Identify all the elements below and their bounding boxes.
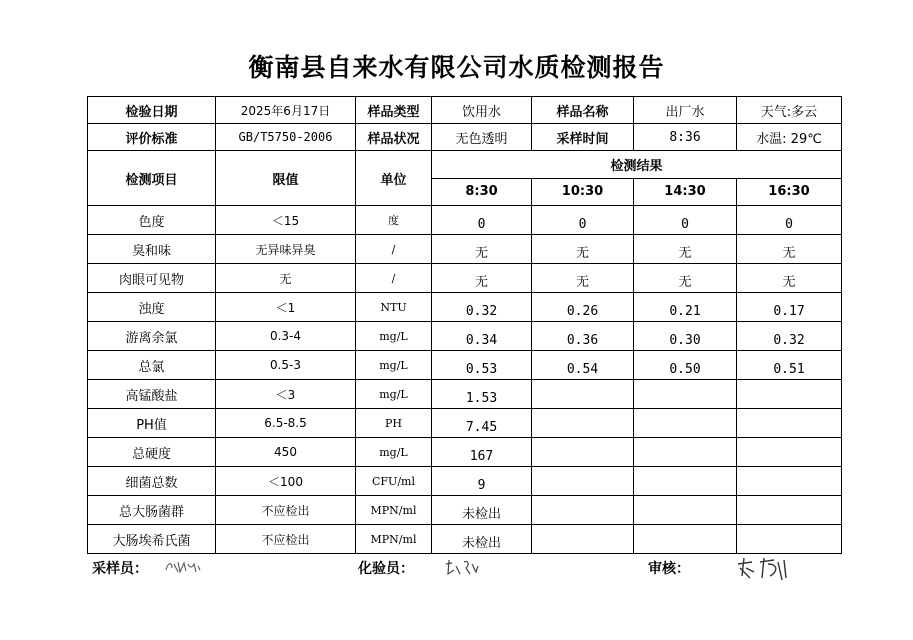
row-result <box>737 438 842 467</box>
row-result <box>634 438 737 467</box>
row-result <box>634 525 737 554</box>
sampler-label: 采样员： <box>92 561 148 577</box>
meta-row-2 <box>88 124 842 151</box>
signature-line <box>0 554 913 584</box>
row-limit: 无 <box>216 264 356 293</box>
row-result <box>634 409 737 438</box>
row-unit: mg/L <box>356 438 432 467</box>
row-result <box>532 525 634 554</box>
row-limit: 不应检出 <box>216 525 356 554</box>
sample-type-value: 饮用水 <box>432 97 532 124</box>
header-time: 8:30 <box>432 178 532 206</box>
row-item: 游离余氯 <box>88 322 216 351</box>
date-label: 检验日期 <box>88 97 216 124</box>
date-value: 2025年6月17日 <box>216 97 356 124</box>
row-item: 浊度 <box>88 293 216 322</box>
row-result: 无 <box>432 235 532 264</box>
standard-label: 评价标准 <box>88 124 216 151</box>
row-result: 167 <box>432 438 532 467</box>
row-item: PH值 <box>88 409 216 438</box>
row-item: 色度 <box>88 206 216 235</box>
report-table <box>87 96 842 554</box>
header-time: 14:30 <box>634 178 737 206</box>
row-result <box>737 496 842 525</box>
row-result: 0.54 <box>532 351 634 380</box>
row-item: 细菌总数 <box>88 467 216 496</box>
row-result: 无 <box>532 235 634 264</box>
table-row <box>88 438 842 467</box>
tester-label: 化验员： <box>358 561 414 577</box>
row-result: 0 <box>432 206 532 235</box>
row-result: 无 <box>737 235 842 264</box>
row-result <box>737 525 842 554</box>
row-result: 无 <box>737 264 842 293</box>
row-result: 0 <box>634 206 737 235</box>
tester-signature <box>440 554 484 582</box>
table-row <box>88 409 842 438</box>
row-result: 1.53 <box>432 380 532 409</box>
row-result: 7.45 <box>432 409 532 438</box>
sampler-signature <box>160 554 204 580</box>
row-unit: mg/L <box>356 322 432 351</box>
row-limit: 0.5-3 <box>216 351 356 380</box>
row-unit: 度 <box>356 206 432 235</box>
row-unit: PH <box>356 409 432 438</box>
row-limit: ＜3 <box>216 380 356 409</box>
row-limit: ＜1 <box>216 293 356 322</box>
meta-row-1 <box>88 97 842 124</box>
sample-name-value: 出厂水 <box>634 97 737 124</box>
row-result: 0.53 <box>432 351 532 380</box>
row-result <box>532 409 634 438</box>
row-limit: 450 <box>216 438 356 467</box>
row-result: 无 <box>634 264 737 293</box>
row-result: 无 <box>532 264 634 293</box>
standard-value: GB/T5750-2006 <box>216 124 356 151</box>
sample-state-value: 无色透明 <box>432 124 532 151</box>
row-unit: MPN/ml <box>356 496 432 525</box>
row-item: 总大肠菌群 <box>88 496 216 525</box>
row-unit: / <box>356 264 432 293</box>
sample-name-label: 样品名称 <box>532 97 634 124</box>
row-result: 无 <box>432 264 532 293</box>
table-row <box>88 264 842 293</box>
row-unit: CFU/ml <box>356 467 432 496</box>
row-item: 总氯 <box>88 351 216 380</box>
table-row <box>88 351 842 380</box>
header-time: 16:30 <box>737 178 842 206</box>
row-result: 0 <box>532 206 634 235</box>
header-results: 检测结果 <box>432 151 842 179</box>
row-result <box>634 380 737 409</box>
row-unit: MPN/ml <box>356 525 432 554</box>
row-result: 无 <box>634 235 737 264</box>
row-result <box>737 409 842 438</box>
row-result <box>634 496 737 525</box>
table-row <box>88 380 842 409</box>
row-result: 未检出 <box>432 525 532 554</box>
row-result: 未检出 <box>432 496 532 525</box>
row-result <box>737 380 842 409</box>
weather: 天气:多云 <box>737 97 842 124</box>
table-row <box>88 467 842 496</box>
row-unit: mg/L <box>356 380 432 409</box>
row-result: 0.32 <box>737 322 842 351</box>
row-unit: mg/L <box>356 351 432 380</box>
table-row <box>88 322 842 351</box>
row-result: 0.17 <box>737 293 842 322</box>
header-row-1 <box>88 151 842 179</box>
row-result: 0 <box>737 206 842 235</box>
table-row <box>88 496 842 525</box>
row-result: 0.50 <box>634 351 737 380</box>
row-limit: 0.3-4 <box>216 322 356 351</box>
reviewer-label: 审核： <box>648 561 690 577</box>
row-limit: 无异味异臭 <box>216 235 356 264</box>
row-result: 0.30 <box>634 322 737 351</box>
header-time: 10:30 <box>532 178 634 206</box>
row-result <box>737 467 842 496</box>
row-result <box>532 438 634 467</box>
header-item: 检测项目 <box>88 151 216 206</box>
row-result: 9 <box>432 467 532 496</box>
row-limit: ＜100 <box>216 467 356 496</box>
row-result: 0.21 <box>634 293 737 322</box>
report-title: 衡南县自来水有限公司水质检测报告 <box>248 53 665 82</box>
sampling-time-value: 8:36 <box>634 124 737 151</box>
table-row <box>88 525 842 554</box>
row-result <box>532 467 634 496</box>
sample-type-label: 样品类型 <box>356 97 432 124</box>
sample-state-label: 样品状况 <box>356 124 432 151</box>
row-result: 0.34 <box>432 322 532 351</box>
reviewer-signature <box>734 554 792 584</box>
row-item: 总硬度 <box>88 438 216 467</box>
row-unit: / <box>356 235 432 264</box>
row-result <box>532 496 634 525</box>
table-row <box>88 235 842 264</box>
row-item: 臭和味 <box>88 235 216 264</box>
header-limit: 限值 <box>216 151 356 206</box>
water-temperature: 水温: 29℃ <box>737 124 842 151</box>
row-result: 0.51 <box>737 351 842 380</box>
row-item: 大肠埃希氏菌 <box>88 525 216 554</box>
table-row <box>88 293 842 322</box>
row-result: 0.26 <box>532 293 634 322</box>
data-rows <box>88 206 842 554</box>
row-limit: 6.5-8.5 <box>216 409 356 438</box>
header-unit: 单位 <box>356 151 432 206</box>
row-result <box>532 380 634 409</box>
row-result: 0.32 <box>432 293 532 322</box>
sampling-time-label: 采样时间 <box>532 124 634 151</box>
row-result <box>634 467 737 496</box>
table-row <box>88 206 842 235</box>
row-result: 0.36 <box>532 322 634 351</box>
row-unit: NTU <box>356 293 432 322</box>
row-limit: ＜15 <box>216 206 356 235</box>
row-item: 高锰酸盐 <box>88 380 216 409</box>
row-item: 肉眼可见物 <box>88 264 216 293</box>
row-limit: 不应检出 <box>216 496 356 525</box>
